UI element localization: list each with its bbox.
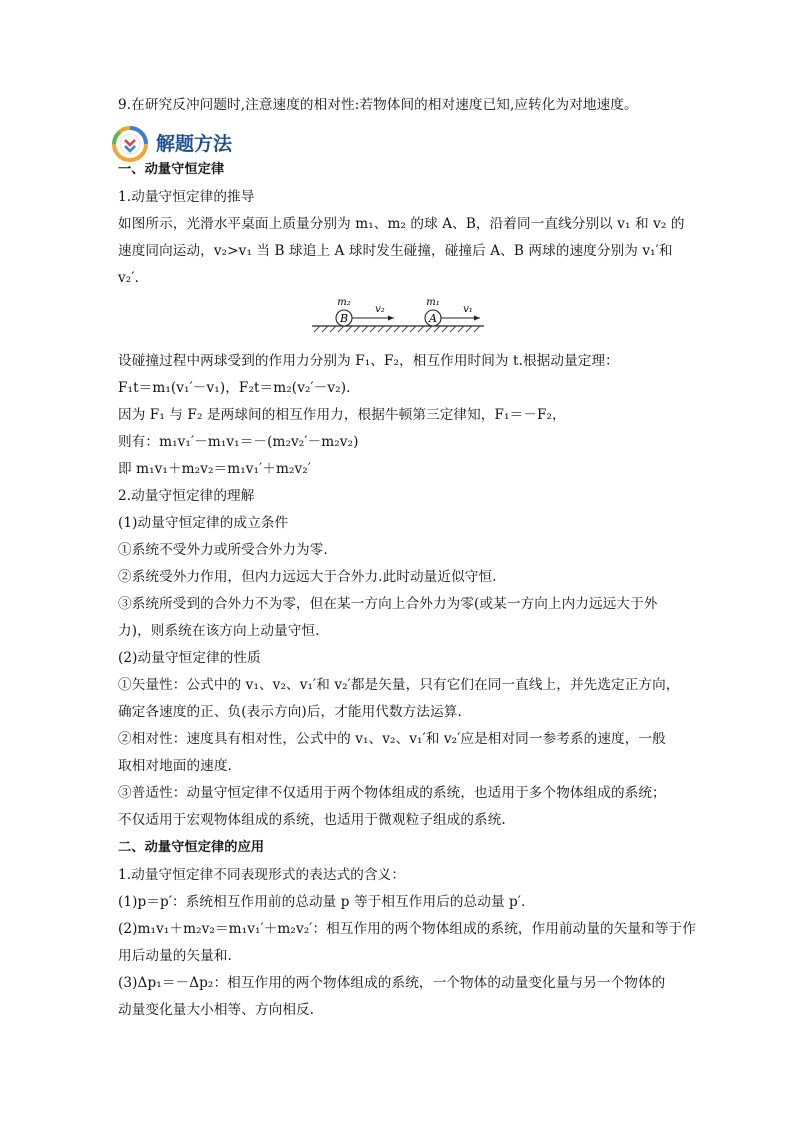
text-line: 不仅适用于宏观物体组成的系统，也适用于微观粒子组成的系统. <box>118 812 506 828</box>
text-line: 取相对地面的速度. <box>118 758 232 774</box>
subheading: 2.动量守恒定律的理解 <box>118 488 255 504</box>
text-line: 设碰撞过程中两球受到的作用力分别为 F₁、F₂，相互作用时间为 t.根据动量定理： <box>118 353 619 369</box>
text-line: 如图所示，光滑水平桌面上质量分别为 m₁、m₂ 的球 A、B，沿着同一直线分别以 v₁ 和 v₂ 的 <box>118 216 685 232</box>
text-line: 动量变化量大小相等、方向相反. <box>118 1002 315 1018</box>
text-line: 速度同向运动，v₂>v₁ 当 B 球追上 A 球时发生碰撞，碰撞后 A、B 两球的速度分别为 v₁′和 <box>118 243 673 259</box>
ball-a-label: A <box>429 312 437 325</box>
text-line: ③普适性：动量守恒定律不仅适用于两个物体组成的系统，也适用于多个物体组成的系统； <box>118 785 666 801</box>
text-line: ②系统受外力作用，但内力远远大于合外力.此时动量近似守恒. <box>118 569 497 585</box>
method-logo-icon <box>112 126 148 162</box>
heading: 二、动量守恒定律的应用 <box>118 840 265 855</box>
text-line: v₂′. <box>118 270 139 286</box>
text-line: ①矢量性：公式中的 v₁、v₂、v₁′和 v₂′都是矢量，只有它们在同一直线上，并先选定正方向， <box>118 677 680 693</box>
text-line: (3)Δp₁＝－Δp₂：相互作用的两个物体组成的系统，一个物体的动量变化量与另一个物体的 <box>118 975 666 991</box>
velocity-a-label: v₁ <box>463 304 473 315</box>
heading: 一、动量守恒定律 <box>118 162 225 177</box>
text-line: 力)，则系统在该方向上动量守恒. <box>118 623 320 639</box>
collision-figure <box>308 294 488 342</box>
velocity-b-label: v₂ <box>375 304 385 315</box>
text-line: (2)动量守恒定律的性质 <box>118 650 261 666</box>
text-line: 因为 F₁ 与 F₂ 是两球间的相互作用力，根据牛顿第三定律知，F₁＝－F₂， <box>118 407 566 423</box>
text-line: ①系统不受外力或所受合外力为零. <box>118 542 328 558</box>
mass-a-label: m₁ <box>426 297 440 308</box>
text-line: ②相对性：速度具有相对性，公式中的 v₁、v₂、v₁′和 v₂′应是相对同一参考系的速度，一般 <box>118 731 666 747</box>
text-line: (1)动量守恒定律的成立条件 <box>118 515 289 531</box>
text-line: 9.在研究反冲问题时,注意速度的相对性:若物体间的相对速度已知,应转化为对地速度。 <box>118 97 638 113</box>
text-line: ③系统所受到的合外力不为零，但在某一方向上合外力为零(或某一方向上内力远远大于外 <box>118 596 658 612</box>
text-line: 1.动量守恒定律不同表现形式的表达式的含义： <box>118 867 406 883</box>
text-line: (1)p＝p′：系统相互作用前的总动量 p 等于相互作用后的总动量 p′. <box>118 894 526 910</box>
equation-line: F₁t＝m₁(v₁′－v₁)，F₂t＝m₂(v₂′－v₂). <box>118 380 351 396</box>
text-line: 用后动量的矢量和. <box>118 948 232 964</box>
ball-b-label: B <box>339 312 349 325</box>
text-line: 确定各速度的正、负(表示方向)后，才能用代数方法运算. <box>118 704 462 720</box>
equation-line: 则有：m₁v₁′－m₁v₁＝－(m₂v₂′－m₂v₂) <box>118 434 359 450</box>
text-line: (2)m₁v₁＋m₂v₂＝m₁v₁′＋m₂v₂′：相互作用的两个物体组成的系统，作用前动量的矢量和等于作 <box>118 921 696 937</box>
subheading: 1.动量守恒定律的推导 <box>118 189 255 205</box>
equation-line: 即 m₁v₁＋m₂v₂＝m₁v₁′＋m₂v₂′ <box>118 461 312 477</box>
section-title: 解题方法 <box>156 133 233 155</box>
mass-b-label: m₂ <box>337 297 351 308</box>
